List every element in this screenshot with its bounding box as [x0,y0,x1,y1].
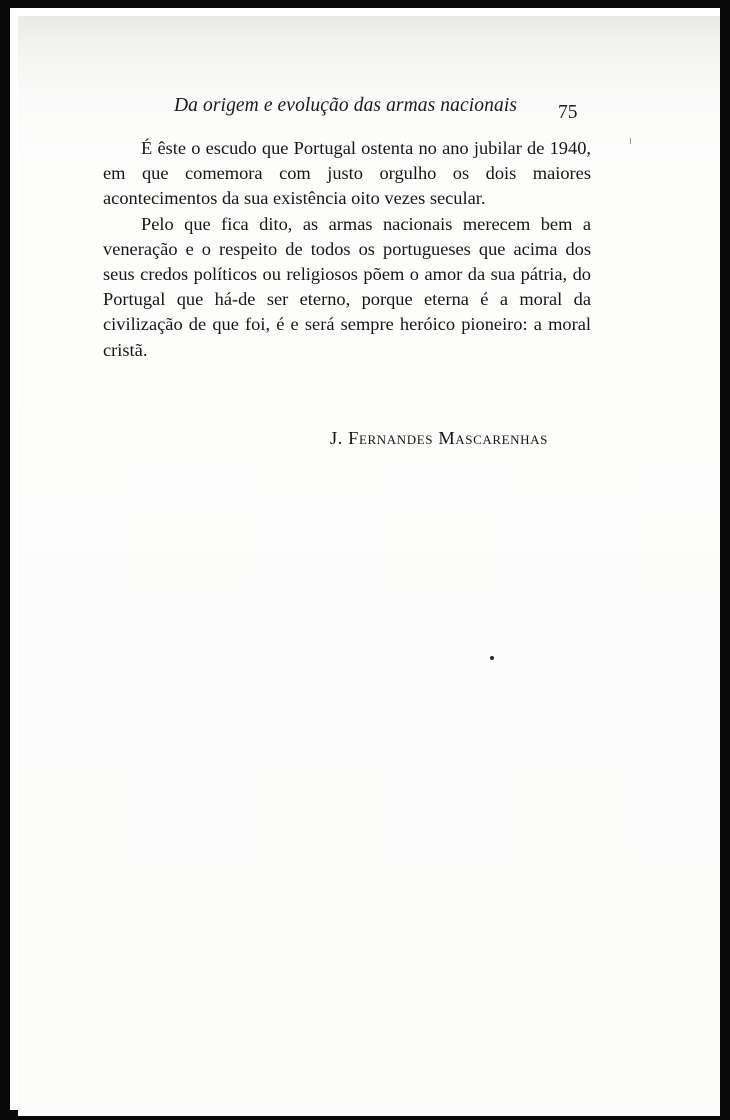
page-number: 75 [558,102,578,123]
book-page [18,16,720,1116]
ink-speck [490,656,494,660]
ink-speck [630,138,631,144]
paragraph-1: É êste o escudo que Portugal ostenta no ano jubilar de 1940, em que comemora com justo orgulho os dois maiores acontecimentos da sua existência oito vezes secular. [103,138,591,209]
author-signature: J. Fernandes Mascarenhas [330,428,548,448]
running-header-title: Da origem e evolução das armas nacionais [174,95,518,116]
paragraph-2: Pelo que fica dito, as armas nacionais merecem bem a veneração e o respeito de todos os portugueses que acima dos seus credos políticos ou religiosos põem o amor da sua pátria, do Portugal que há-de ser eterno, porque eterna é a moral da civilização de que foi, é e será sempre heróico pioneiro: a moral cristã. [103,213,591,360]
body-text [103,136,591,363]
